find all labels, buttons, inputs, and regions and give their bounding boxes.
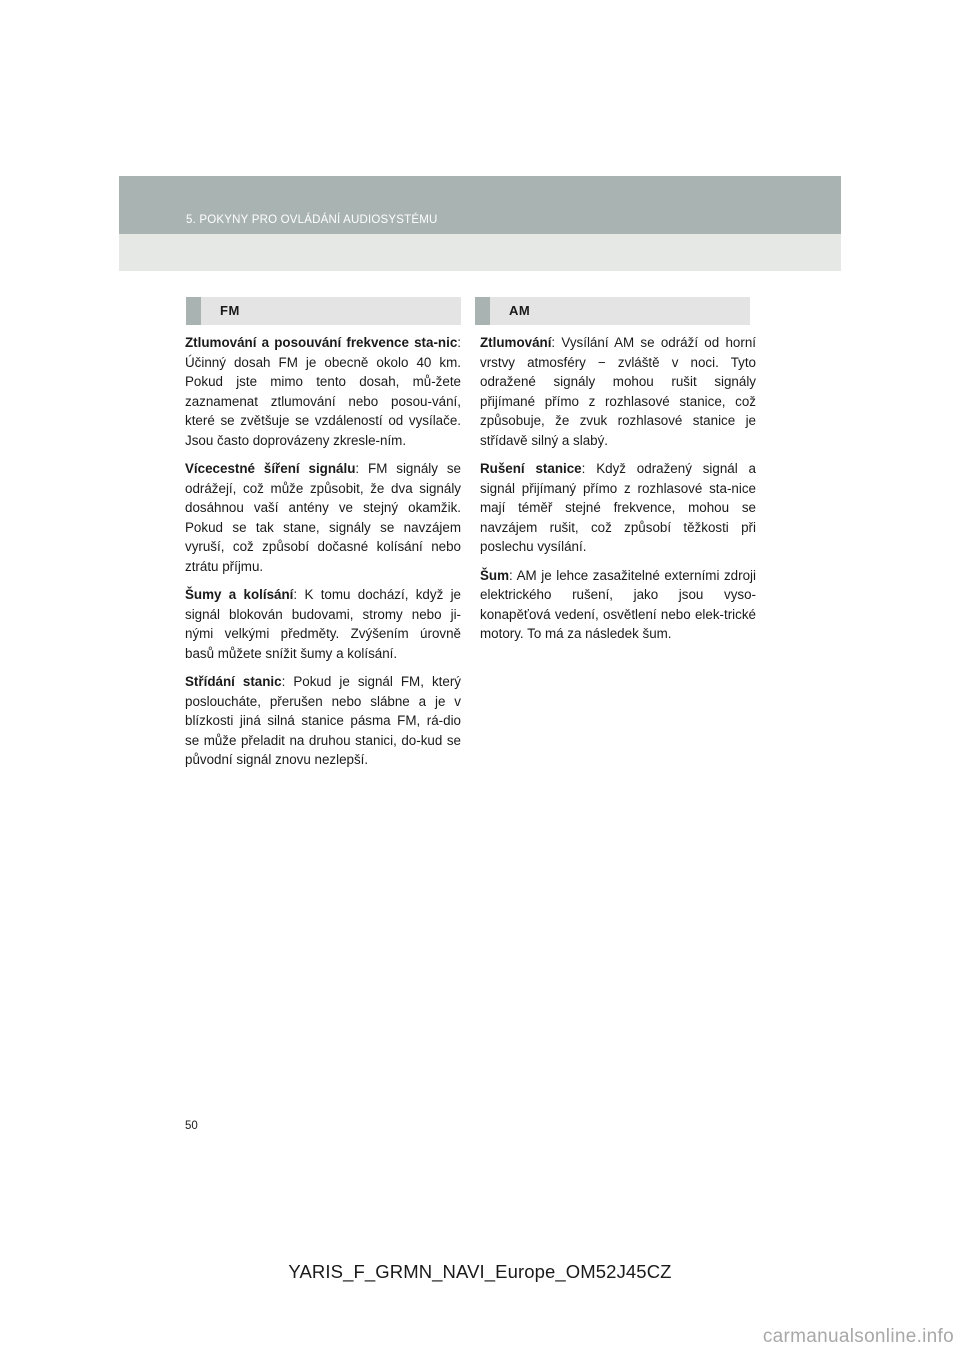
am-paragraph	[480, 333, 756, 450]
fm-text: : Účinný dosah FM je obecně okolo 40 km. Pokud jste mimo tento dosah, mů-žete zaznamenat ztlumování nebo posou-vání, které se zvětšuje se vzdáleností od vysílače. Jsou často doprovázeny zkresle-ním.	[185, 335, 461, 448]
chapter-title: 5. POKYNY PRO OVLÁDÁNÍ AUDIOSYSTÉMU	[186, 214, 438, 226]
am-term: Rušení stanice	[480, 461, 582, 476]
fm-paragraph	[185, 459, 461, 576]
fm-paragraph	[185, 672, 461, 770]
am-text: : Když odražený signál a signál přijímaný přímo z rozhlasové sta-nice mají téměř stejné frekvence, mohou se navzájem rušit, což způsobí těžkosti při poslechu vysílání.	[480, 461, 756, 554]
am-text: : Vysílání AM se odráží od horní vrstvy atmosféry − zvláště v noci. Tyto odražené signály mohou rušit signály přijímané přímo z rozhlasové stanice, což způsobuje, že zvuk rozhlasové stanice je střídavě silný a slabý.	[480, 335, 756, 448]
am-heading-label: AM	[509, 303, 531, 318]
fm-term: Šumy a kolísání	[185, 587, 294, 602]
fm-term: Střídání stanic	[185, 674, 282, 689]
fm-text: : FM signály se odrážejí, což může způsobit, že dva signály dosáhnou vaší antény ve stejný okamžik. Pokud se tak stane, signály se navzájem vyruší, což způsobí dočasné kolísání nebo ztrátu příjmu.	[185, 461, 461, 574]
document-code: YARIS_F_GRMN_NAVI_Europe_OM52J45CZ	[288, 1261, 672, 1282]
am-term: Ztlumování	[480, 335, 552, 350]
page-number: 50	[185, 1120, 198, 1132]
fm-paragraph	[185, 333, 461, 450]
fm-text: : Pokud je signál FM, který posloucháte, přerušen nebo slábne a je v blízkosti jiná silná stanice pásma FM, rá-dio se může přeladit na druhou stanici, do-kud se původní signál znovu nezlepší.	[185, 674, 461, 767]
am-column	[480, 333, 756, 653]
fm-term: Ztlumování a posouvání frekvence sta-nic	[185, 335, 458, 350]
chapter-header-band	[119, 176, 841, 234]
fm-text: : K tomu dochází, když je signál blokován budovami, stromy nebo ji-nými velkými předměty. Zvýšením úrovně basů můžete snížit šumy a kolísání.	[185, 587, 462, 661]
fm-heading-marker	[186, 297, 201, 325]
fm-section-heading	[186, 297, 461, 325]
am-paragraph	[480, 459, 756, 557]
fm-heading-label: FM	[220, 303, 240, 318]
am-term: Šum	[480, 567, 510, 583]
fm-term: Vícecestné šíření signálu	[185, 461, 356, 476]
am-paragraph	[480, 566, 756, 644]
watermark: carmanualsonline.info	[762, 1326, 954, 1347]
am-heading-marker	[475, 297, 490, 325]
am-text: : AM je lehce zasažitelné externími zdroji elektrického rušení, jako jsou vyso-konapěťová vedení, osvětlení nebo elek-trické motory. To má za následek šum.	[480, 567, 756, 641]
chapter-header	[119, 176, 841, 271]
fm-column	[185, 333, 461, 779]
am-section-heading	[475, 297, 750, 325]
fm-paragraph	[185, 585, 461, 663]
